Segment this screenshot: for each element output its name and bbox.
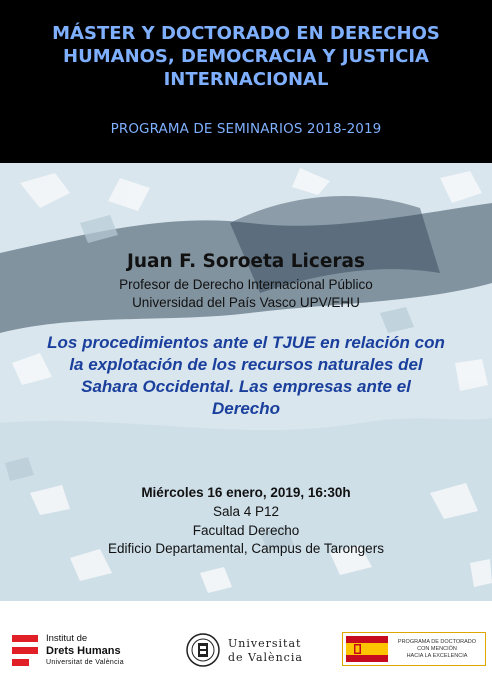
speaker-affiliation: Universidad del País Vasco UPV/EHU [132, 295, 360, 310]
event-faculty: Facultad Derecho [192, 523, 300, 538]
seminar-program-subtitle: PROGRAMA DE SEMINARIOS 2018-2019 [110, 121, 382, 137]
idh-logo-text: Drets Humans [46, 645, 121, 657]
poster-content [0, 163, 492, 601]
uv-logo-text: Universitat [228, 637, 302, 650]
talk-title-line: Sahara Occidental. Las empresas ante el [81, 377, 411, 396]
program-title-line: HUMANOS, DEMOCRACIA Y JUSTICIA [63, 46, 429, 67]
speaker-position: Profesor de Derecho Internacional Público [119, 277, 373, 292]
event-date-time: Miércoles 16 enero, 2019, 16:30h [141, 485, 351, 500]
program-title-line: INTERNACIONAL [163, 69, 329, 90]
idh-logo-icon [12, 635, 38, 667]
spain-coat-of-arms-icon [346, 636, 388, 662]
poster-header [0, 0, 492, 163]
doctorado-logo-text: HACIA LA EXCELENCIA [406, 653, 468, 659]
doctorado-excelencia-logo [342, 632, 486, 666]
program-title [10, 22, 482, 91]
idh-logo-text: Universitat de València [46, 659, 124, 666]
talk-title [20, 332, 472, 420]
university-seal-icon [186, 633, 220, 667]
universitat-valencia-logo [186, 631, 336, 671]
sponsor-logo-bar [0, 601, 492, 696]
doctorado-logo-text: CON MENCIÓN [417, 646, 457, 652]
talk-title-line: la explotación de los recursos naturales del [69, 355, 423, 374]
event-room: Sala 4 P12 [212, 504, 280, 519]
event-building: Edificio Departamental, Campus de Tarongers [108, 541, 384, 556]
uv-logo-text: de València [228, 651, 303, 664]
talk-title-line: Los procedimientos ante el TJUE en relación con [47, 333, 445, 352]
talk-title-line: Derecho [211, 399, 281, 418]
doctorado-logo-text: PROGRAMA DE DOCTORADO [397, 639, 477, 645]
program-title-line: MÁSTER Y DOCTORADO EN DERECHOS [52, 23, 440, 44]
speaker-name: Juan F. Soroeta Liceras [127, 251, 365, 272]
idh-logo-text: Institut de [46, 633, 88, 644]
institut-drets-humans-logo [12, 631, 172, 671]
